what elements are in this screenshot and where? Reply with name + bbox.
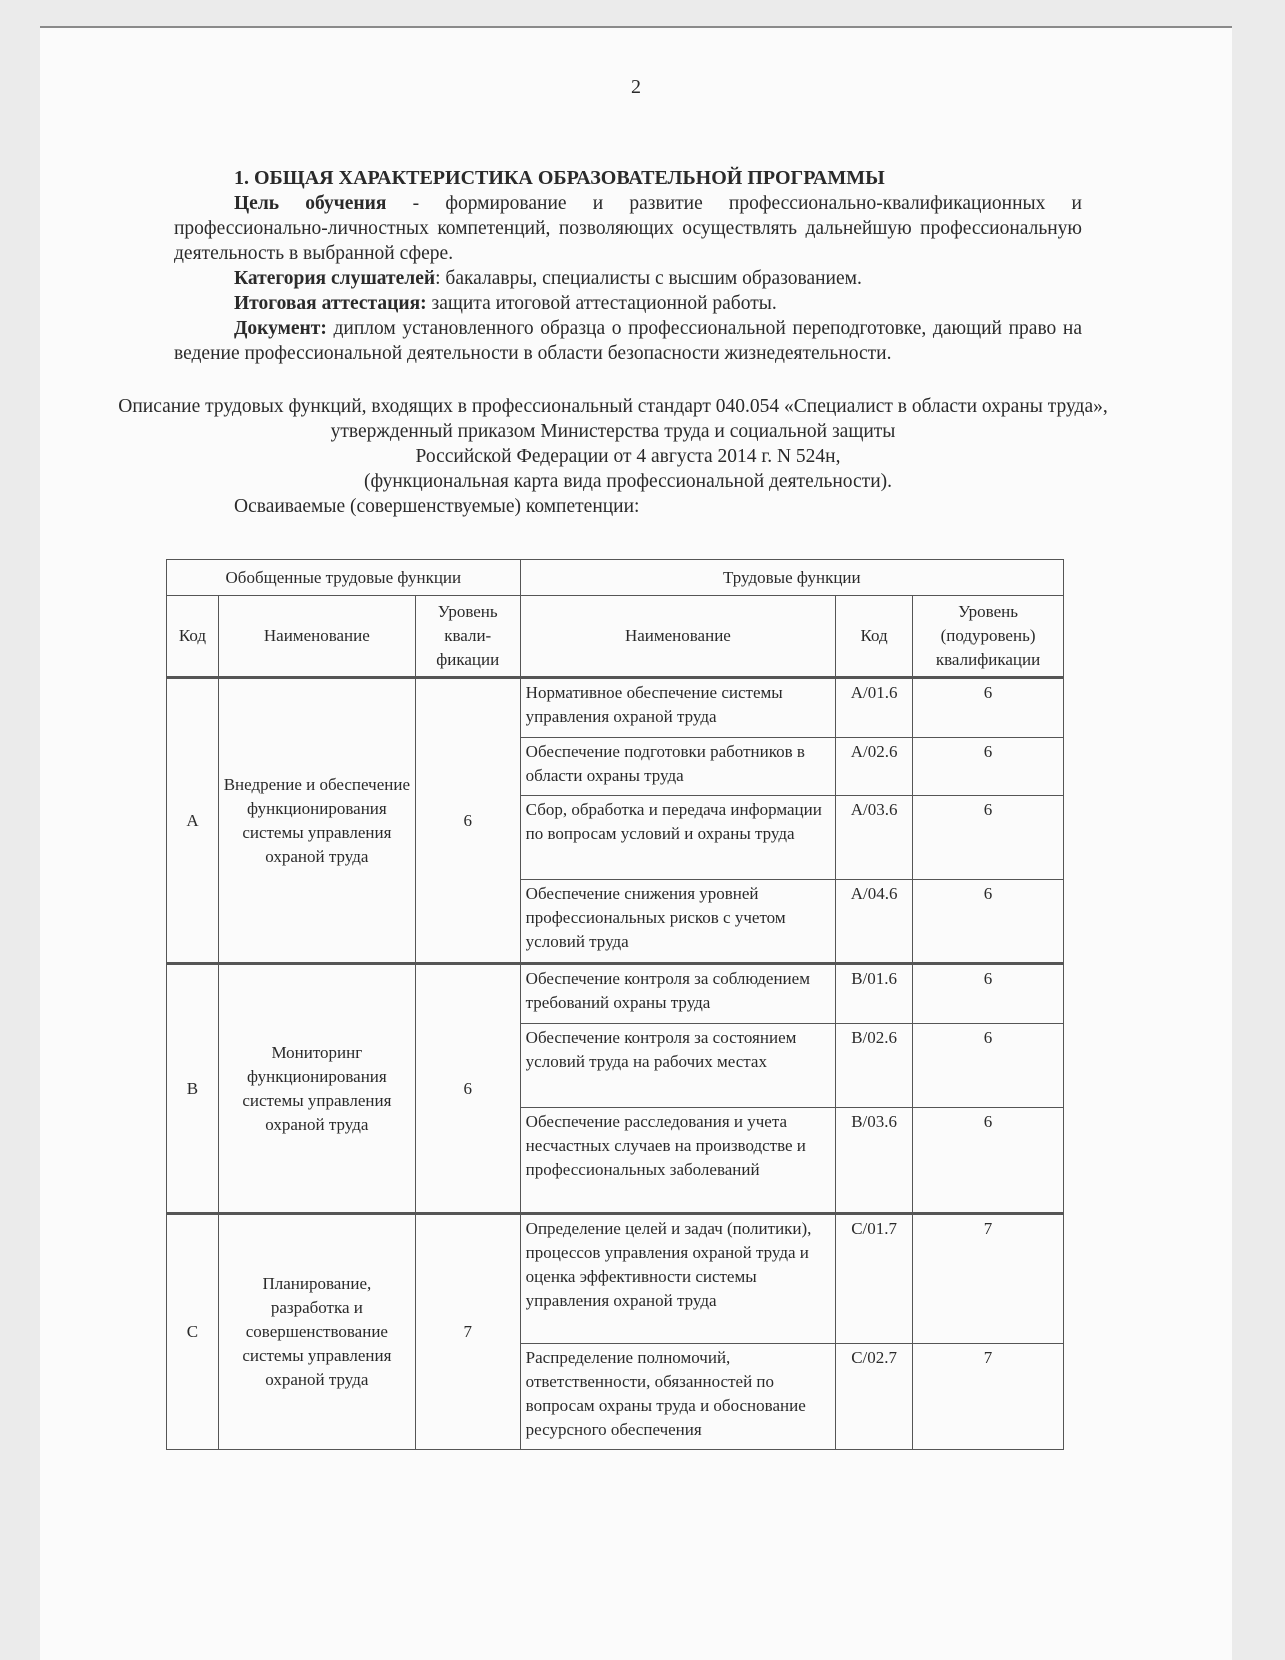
function-level: 7 — [913, 1344, 1064, 1450]
col-tf-code: Код — [836, 596, 913, 678]
col-tf-level: Уровень (подуровень) квалификации — [913, 596, 1064, 678]
group-code: A — [167, 678, 219, 964]
function-level: 6 — [913, 964, 1064, 1024]
function-code: C/01.7 — [836, 1214, 913, 1344]
function-name: Обеспечение контроля за состоянием условий труда на рабочих местах — [520, 1024, 835, 1108]
function-name: Обеспечение подготовки работников в области охраны труда — [520, 738, 835, 796]
function-code: B/01.6 — [836, 964, 913, 1024]
description-line-1: Описание трудовых функций, входящих в профессиональный стандарт 040.054 «Специалист в области охраны труда», утвержденный приказом Министерства труда и социальной защиты — [118, 396, 1108, 442]
function-name: Обеспечение контроля за соблюдением требований охраны труда — [520, 964, 835, 1024]
group-level: 7 — [415, 1214, 520, 1450]
group-name: Мониторинг функционирования системы управления охраной труда — [218, 964, 415, 1214]
attestation-text: защита итоговой аттестационной работы. — [426, 293, 777, 314]
attestation-label: Итоговая аттестация: — [234, 293, 427, 314]
goal-label: Цель обучения — [234, 193, 387, 214]
document-label: Документ: — [234, 318, 327, 339]
col-name: Наименование — [218, 596, 415, 678]
group-level: 6 — [415, 964, 520, 1214]
page-number: 2 — [631, 76, 641, 98]
col-code: Код — [167, 596, 219, 678]
function-name: Сбор, обработка и передача информации по вопросам условий и охраны труда — [520, 796, 835, 880]
standard-description — [118, 394, 1108, 494]
document-paragraph — [174, 316, 1082, 366]
table-row — [167, 678, 1064, 738]
description-line-2: Российской Федерации от 4 августа 2014 г. N 524н, — [415, 446, 841, 467]
function-level: 6 — [913, 796, 1064, 880]
function-level: 6 — [913, 1024, 1064, 1108]
section-content — [118, 166, 1108, 519]
function-level: 7 — [913, 1214, 1064, 1344]
attestation-paragraph — [174, 291, 1082, 316]
function-code: A/04.6 — [836, 880, 913, 964]
group-code: B — [167, 964, 219, 1214]
description-line-3: (функциональная карта вида профессиональной деятельности). — [363, 471, 893, 492]
group-level: 6 — [415, 678, 520, 964]
document-page — [40, 26, 1232, 1660]
function-level: 6 — [913, 1108, 1064, 1214]
header-generalized-functions: Обобщенные трудовые функции — [167, 560, 521, 596]
function-name: Обеспечение снижения уровней профессиональных рисков с учетом условий труда — [520, 880, 835, 964]
document-text: диплом установленного образца о профессиональной переподготовке, дающий право на ведение профессиональной деятельности в области безопасности жизнедеятельности. — [174, 318, 1082, 364]
function-level: 6 — [913, 880, 1064, 964]
function-code: B/03.6 — [836, 1108, 913, 1214]
table-row — [167, 1214, 1064, 1344]
function-code: A/03.6 — [836, 796, 913, 880]
function-code: B/02.6 — [836, 1024, 913, 1108]
function-name: Распределение полномочий, ответственности, обязанностей по вопросам охраны труда и обоснование ресурсного обеспечения — [520, 1344, 835, 1450]
group-name: Внедрение и обеспечение функционирования системы управления охраной труда — [218, 678, 415, 964]
function-code: C/02.7 — [836, 1344, 913, 1450]
competencies-label: Осваиваемые (совершенствуемые) компетенции: — [234, 496, 640, 517]
function-level: 6 — [913, 738, 1064, 796]
section-title: 1. ОБЩАЯ ХАРАКТЕРИСТИКА ОБРАЗОВАТЕЛЬНОЙ ПРОГРАММЫ — [234, 167, 885, 189]
group-code: C — [167, 1214, 219, 1450]
function-name: Нормативное обеспечение системы управления охраной труда — [520, 678, 835, 738]
function-code: A/02.6 — [836, 738, 913, 796]
col-level: Уровень квали-фикации — [415, 596, 520, 678]
category-paragraph — [174, 266, 1082, 291]
col-tf-name: Наименование — [520, 596, 835, 678]
competencies-table — [166, 559, 1064, 1450]
category-label: Категория слушателей — [234, 268, 436, 289]
function-name: Определение целей и задач (политики), процессов управления охраной труда и оценка эффективности системы управления охраной труда — [520, 1214, 835, 1344]
header-labor-functions: Трудовые функции — [520, 560, 1063, 596]
table-row — [167, 964, 1064, 1024]
function-level: 6 — [913, 678, 1064, 738]
function-name: Обеспечение расследования и учета несчастных случаев на производстве и профессиональных заболеваний — [520, 1108, 835, 1214]
category-text: : бакалавры, специалисты с высшим образованием. — [435, 268, 862, 289]
group-name: Планирование, разработка и совершенствование системы управления охраной труда — [218, 1214, 415, 1450]
goal-paragraph — [174, 191, 1082, 266]
function-code: A/01.6 — [836, 678, 913, 738]
goal-text: - формирование и развитие профессионально-квалификационных и профессионально-личностных компетенций, позволяющих осуществлять дальнейшую профессиональную деятельность в выбранной сфере. — [174, 193, 1082, 264]
